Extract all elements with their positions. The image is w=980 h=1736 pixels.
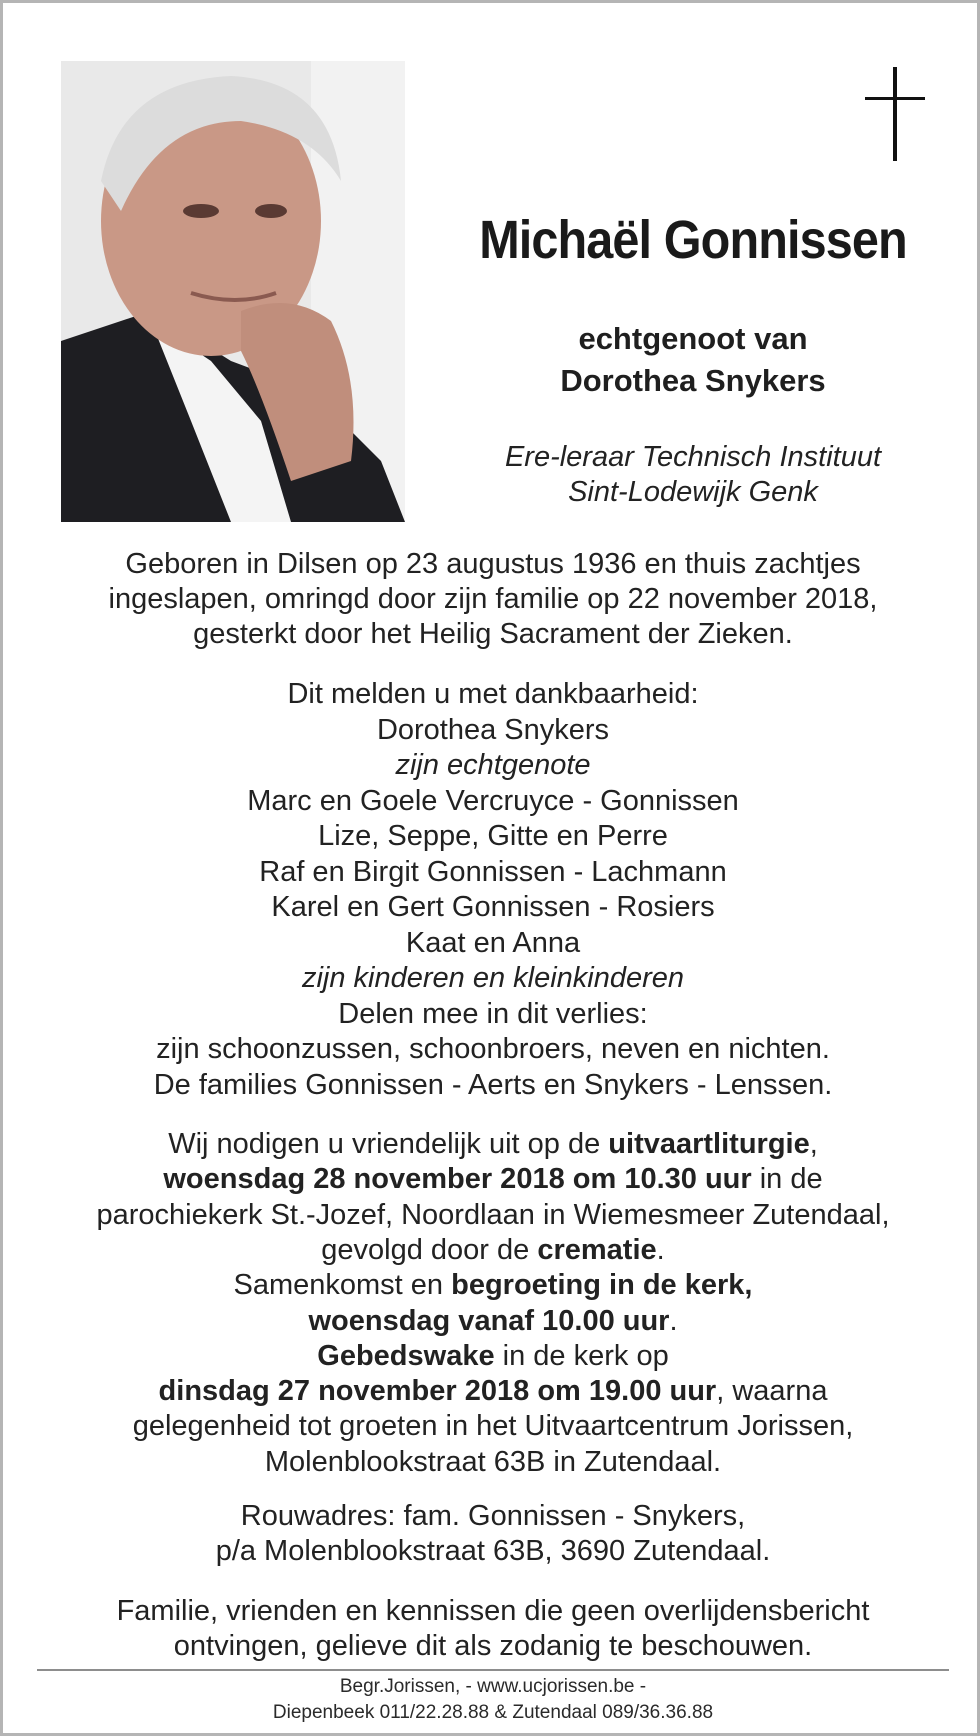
closing-line: Familie, vrienden en kennissen die geen overlijdensbericht [116,1595,870,1627]
ceremony-line [33,1410,953,1443]
ceremony-line [33,1305,953,1338]
portrait-photo [61,61,405,522]
ceremony-line [33,1340,953,1373]
family-line: Delen mee in dit verlies: [338,997,648,1030]
family-line: Lize, Seppe, Gitte en Perre [318,820,668,852]
footer-divider [37,1669,949,1671]
address-line: p/a Molenblookstraat 63B, 3690 Zutendaal. [215,1535,771,1567]
family-line: Raf en Birgit Gonnissen - Lachmann [259,855,727,888]
ceremony-text: in de [751,1163,823,1196]
ceremony-emphasis: woensdag vanaf 10.00 uur [308,1304,670,1337]
ceremony-line [33,1375,953,1408]
family-line: zijn echtgenote [395,749,591,781]
ceremony-line [33,1128,953,1161]
ceremony-text: Molenblookstraat 63B in Zutendaal. [264,1445,722,1478]
ceremony-text: , [809,1128,818,1160]
ceremony-emphasis: Gebedswake [317,1339,495,1372]
family-line: Marc en Goele Vercruyce - Gonnissen [247,784,739,817]
ceremony-text: in de kerk op [494,1339,669,1372]
ceremony-line [33,1446,953,1479]
family-line: De families Gonnissen - Aerts en Snykers - Lenssen. [153,1068,833,1101]
profession-line: Sint-Lodewijk Genk [568,476,818,508]
ceremony-text: gelegenheid tot groeten in het Uitvaartcentrum Jorissen, [132,1410,854,1443]
family-line: zijn kinderen en kleinkinderen [301,962,685,994]
profession-line: Ere-leraar Technisch Instituut [504,441,882,473]
birth-death-line: ingeslapen, omringd door zijn familie op 22 november 2018, [108,583,878,615]
family-line: Karel en Gert Gonnissen - Rosiers [271,891,715,923]
ceremony-line [33,1234,953,1267]
ceremony-emphasis: woensdag 28 november 2018 om 10.30 uur [163,1163,752,1196]
deceased-name: Michaël Gonnissen [479,210,907,270]
ceremony-text: Samenkomst en [233,1269,452,1302]
ceremony-text: gevolgd door de [321,1233,538,1266]
closing-line: ontvingen, gelieve dit als zodanig te beschouwen. [173,1630,813,1662]
family-line: Dit melden u met dankbaarheid: [287,678,699,710]
footer-line: Begr.Jorissen, - www.ucjorissen.be - [339,1676,647,1697]
spouse-name: Dorothea Snykers [560,363,826,398]
ceremony-emphasis: crematie [537,1233,657,1266]
portrait-illustration [61,61,405,522]
ceremony-emphasis: dinsdag 27 november 2018 om 19.00 uur [158,1375,717,1408]
birth-death-line: gesterkt door het Heilig Sacrament der Zieken. [193,618,793,650]
ceremony-line [33,1163,953,1196]
ceremony-text: . [656,1233,665,1266]
ceremony-line [33,1269,953,1302]
ceremony-text: , waarna [716,1375,828,1408]
birth-death-line: Geboren in Dilsen op 23 augustus 1936 en thuis zachtjes [125,548,861,580]
ceremony-emphasis: uitvaartliturgie [608,1128,810,1160]
ceremony-emphasis: begroeting in de kerk, [451,1269,753,1302]
spouse-label: echtgenoot van [578,321,808,356]
ceremony-text: parochiekerk St.-Jozef, Noordlaan in Wiemesmeer Zutendaal, [96,1198,890,1231]
address-line: Rouwadres: fam. Gonnissen - Snykers, [240,1500,746,1532]
family-line: zijn schoonzussen, schoonbroers, neven en nichten. [156,1033,830,1065]
family-line: Dorothea Snykers [376,713,610,746]
ceremony-line [33,1199,953,1232]
cross-icon [865,67,925,161]
family-line: Kaat en Anna [405,926,581,959]
footer-line: Diepenbeek 011/22.28.88 & Zutendaal 089/36.36.88 [272,1702,714,1723]
ceremony-text: Wij nodigen u vriendelijk uit op de [168,1128,609,1160]
ceremony-text: . [669,1304,678,1337]
